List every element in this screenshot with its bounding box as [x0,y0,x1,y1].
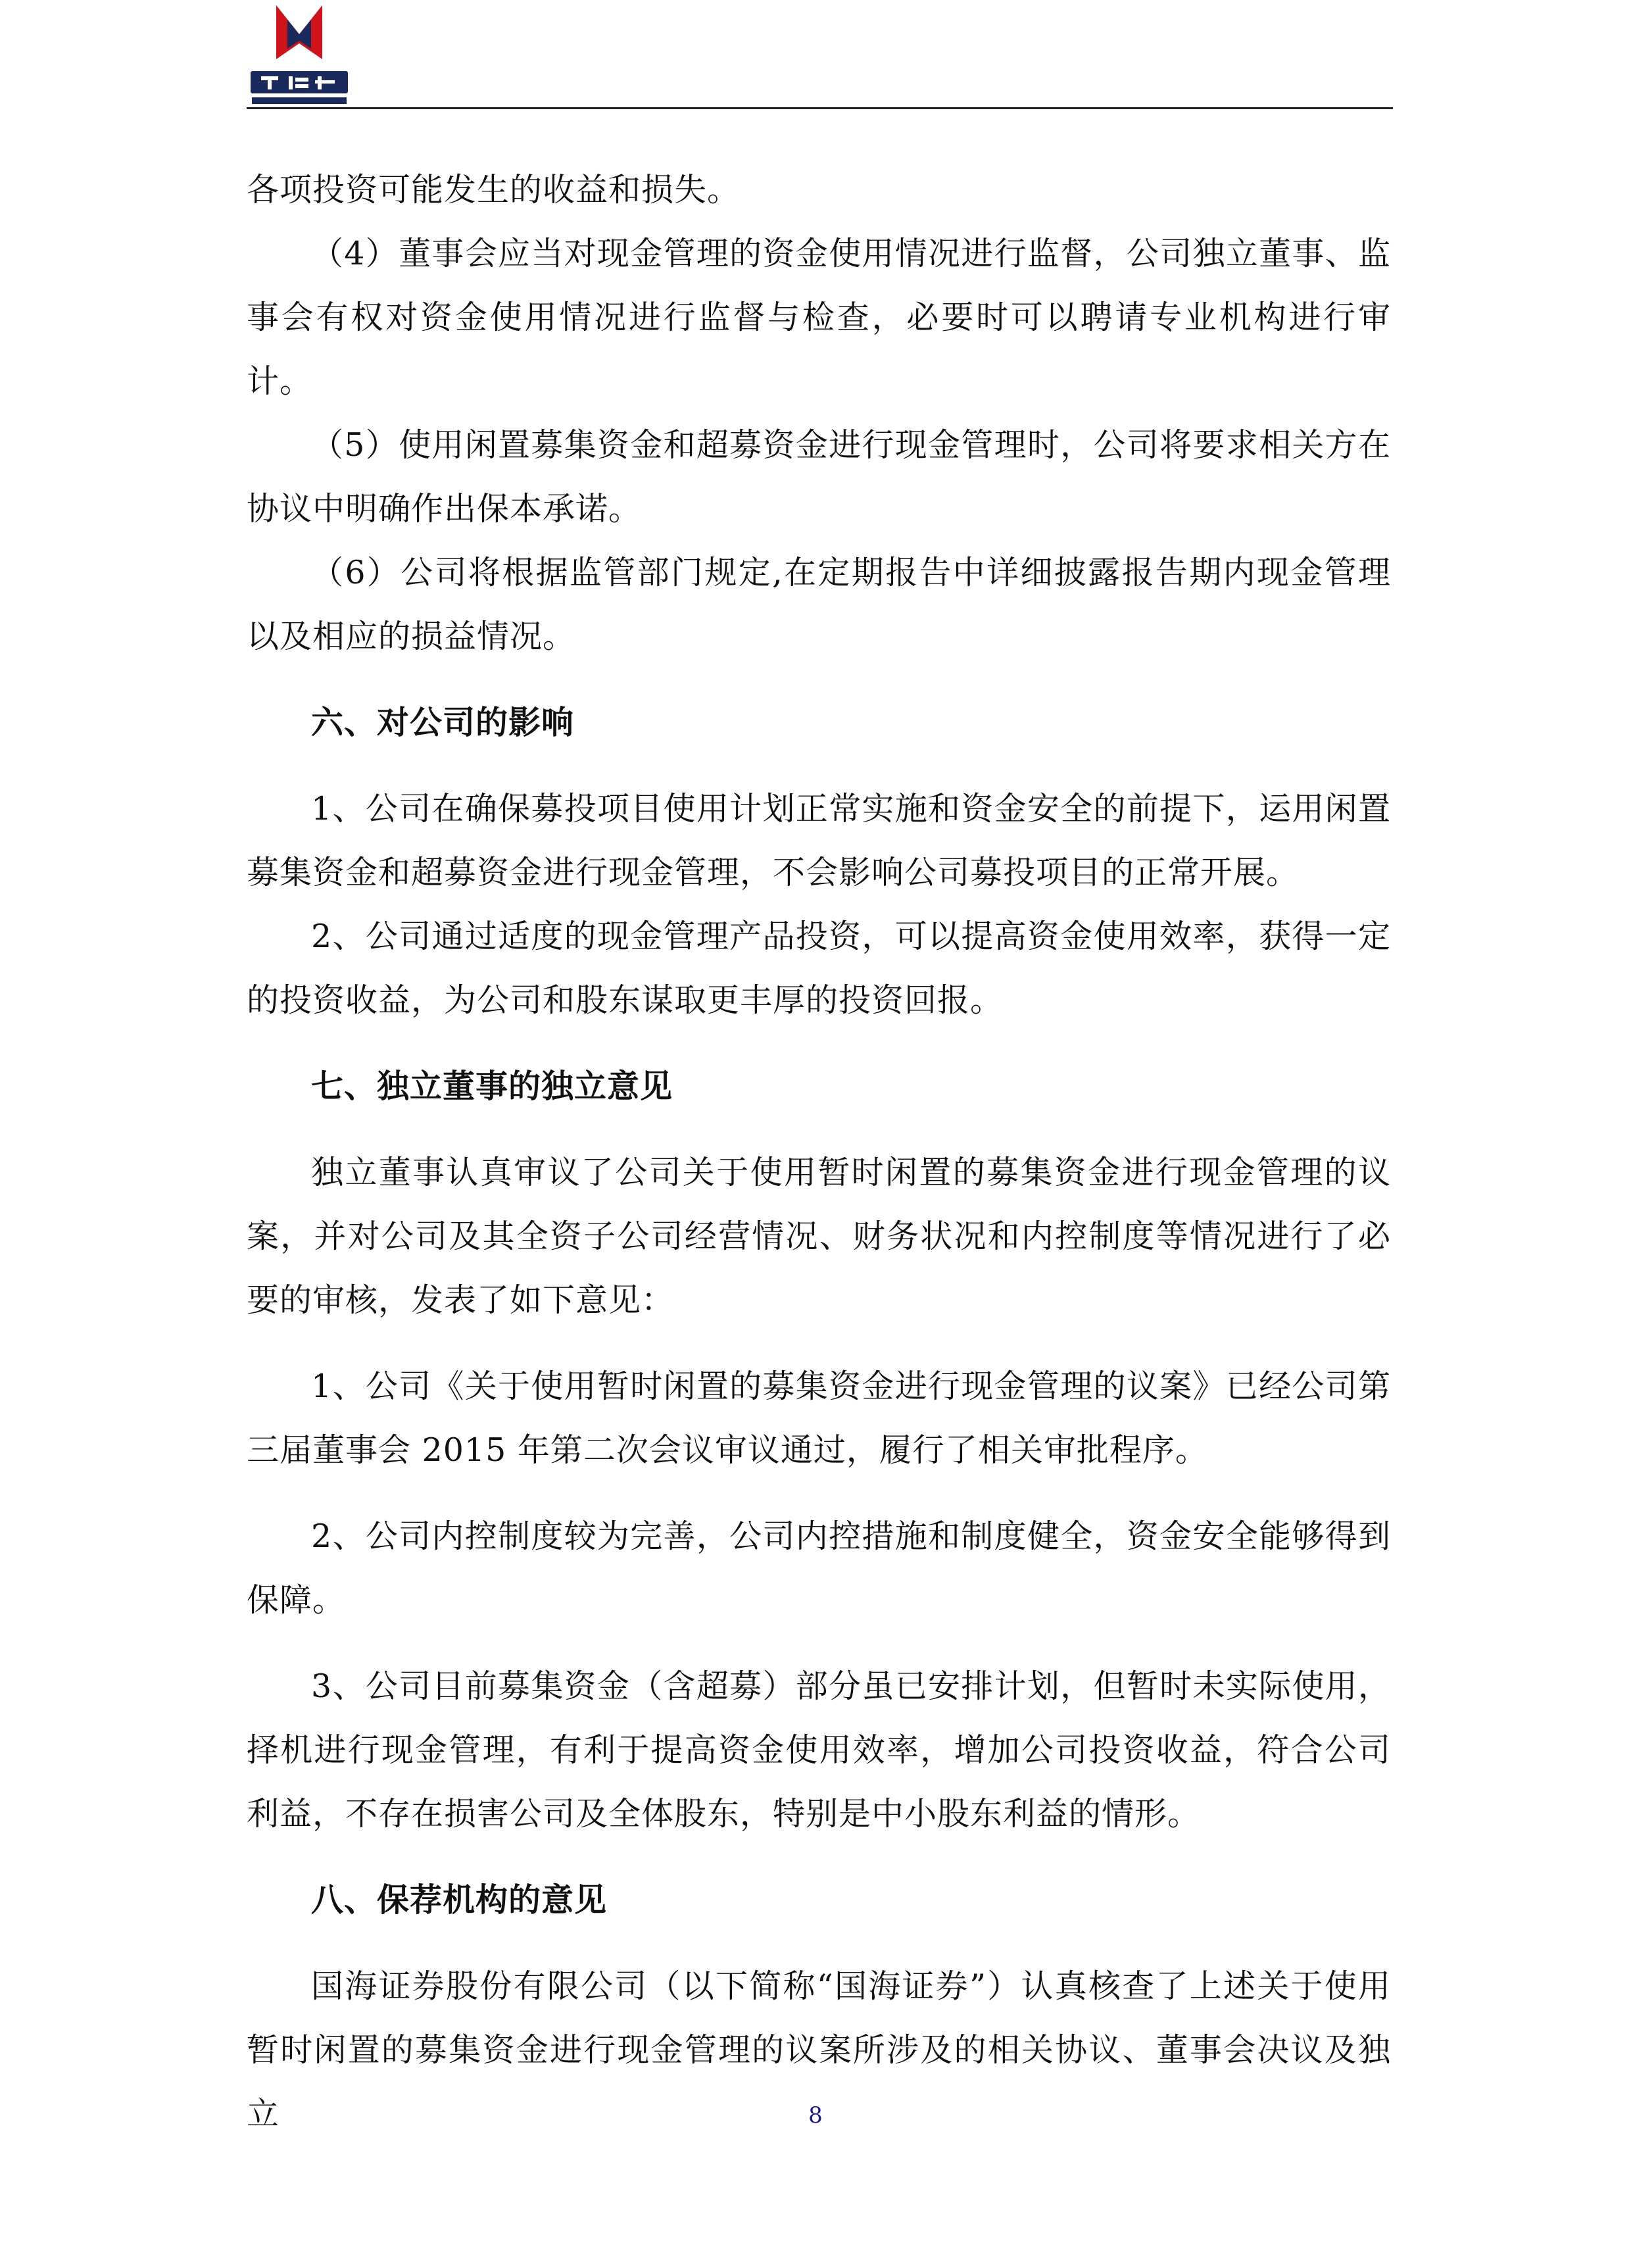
section-6-point-2: 2、公司通过适度的现金管理产品投资，可以提高资金使用效率，获得一定的投资收益，为公司和股东谋取更丰厚的投资回报。 [247,918,1391,1019]
section-7-point-3: 3、公司目前募集资金（含超募）部分虽已安排计划，但暂时未实际使用，择机进行现金管理，有利于提高资金使用效率，增加公司投资收益，符合公司利益，不存在损害公司及全体股东，特别是中小股东利益的情形。 [247,1667,1391,1833]
section-heading-7: 七、独立董事的独立意见 [311,1068,673,1105]
paragraph-item-6: （6）公司将根据监管部门规定,在定期报告中详细披露报告期内现金管理以及相应的损益情况。 [247,554,1391,655]
logo-mark-icon [247,3,352,108]
paragraph-item-5: （5）使用闲置募集资金和超募资金进行现金管理时，公司将要求相关方在协议中明确作出保本承诺。 [247,426,1391,528]
section-7-intro: 独立董事认真审议了公司关于使用暂时闲置的募集资金进行现金管理的议案，并对公司及其全资子公司经营情况、财务状况和内控制度等情况进行了必要的审核，发表了如下意见： [247,1154,1391,1319]
document-body [247,158,1391,2146]
section-6-point-1: 1、公司在确保募投项目使用计划正常实施和资金安全的前提下，运用闲置募集资金和超募资金进行现金管理，不会影响公司募投项目的正常开展。 [247,790,1391,891]
section-heading-6: 六、对公司的影响 [311,704,575,741]
page-header [247,0,1393,111]
section-heading-8: 八、保荐机构的意见 [311,1881,608,1919]
paragraph-item-4: （4）董事会应当对现金管理的资金使用情况进行监督，公司独立董事、监事会有权对资金使用情况进行监督与检查，必要时可以聘请专业机构进行审计。 [247,235,1391,400]
section-7-point-2: 2、公司内控制度较为完善，公司内控措施和制度健全，资金安全能够得到保障。 [247,1517,1391,1619]
company-logo [247,3,352,108]
paragraph-continued: 各项投资可能发生的收益和损失。 [247,171,741,209]
header-divider [247,107,1393,109]
section-8-paragraph: 国海证券股份有限公司（以下简称“国海证券”）认真核查了上述关于使用暂时闲置的募集资金进行现金管理的议案所涉及的相关协议、董事会决议及独立 [247,1967,1391,2132]
section-7-point-1: 1、公司《关于使用暂时闲置的募集资金进行现金管理的议案》已经公司第三届董事会 2015 年第二次会议审议通过，履行了相关审批程序。 [247,1368,1391,1469]
page-number: 8 [808,2102,823,2129]
